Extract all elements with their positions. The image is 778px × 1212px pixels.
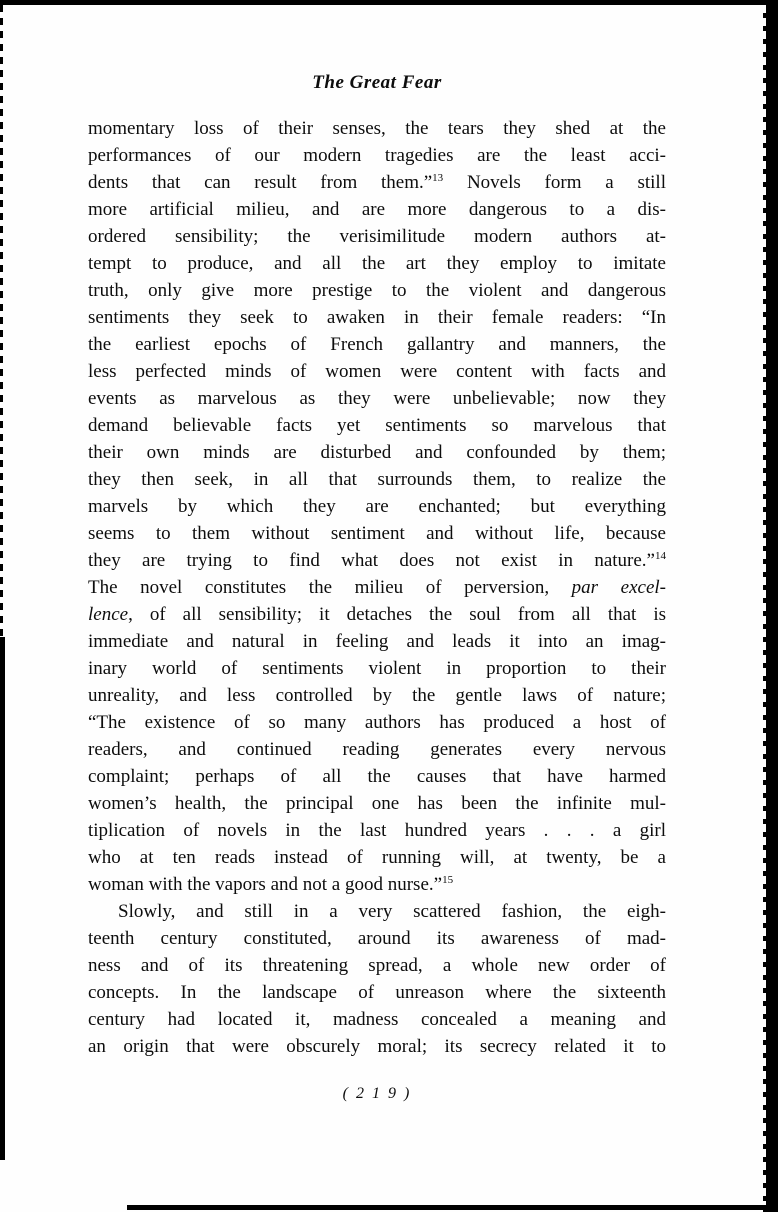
scan-border-bottom <box>127 1205 778 1210</box>
italic-text-run: lence <box>88 604 129 625</box>
text-run: events as marvelous as they were unbelievable; now they <box>88 388 666 409</box>
text-run: tiplication of novels in the last hundred years . . . a girl <box>88 820 666 841</box>
paragraph <box>88 115 666 898</box>
text-line <box>88 682 666 709</box>
page-number: ( 2 1 9 ) <box>342 1085 412 1102</box>
text-run: momentary loss of their senses, the tears they shed at the <box>88 118 666 139</box>
scan-border-left-solid <box>0 637 5 1160</box>
footnote-ref: 13 <box>432 172 444 184</box>
text-line <box>88 1006 666 1033</box>
italic-text-run: par excel- <box>571 577 666 598</box>
running-header: The Great Fear <box>312 72 442 93</box>
text-line <box>88 115 666 142</box>
text-run: demand believable facts yet sentiments so marvelous that <box>88 415 666 436</box>
text-line <box>88 736 666 763</box>
text-run: the earliest epochs of French gallantry and manners, the <box>88 334 666 355</box>
text-line <box>88 250 666 277</box>
text-run: women’s health, the principal one has been the infinite mul- <box>88 793 666 814</box>
text-run: less perfected minds of women were content with facts and <box>88 361 666 382</box>
text-run: tempt to produce, and all the art they employ to imitate <box>88 253 666 274</box>
text-line <box>88 898 666 925</box>
text-line <box>88 385 666 412</box>
text-line <box>88 304 666 331</box>
footnote-ref: 15 <box>442 874 454 886</box>
text-run: concepts. In the landscape of unreason where the sixteenth <box>88 982 666 1003</box>
text-run: more artificial milieu, and are more dangerous to a dis- <box>88 199 666 220</box>
text-run: they then seek, in all that surrounds them, to realize the <box>88 469 666 490</box>
text-run: truth, only give more prestige to the violent and dangerous <box>88 280 666 301</box>
text-run: ness and of its threatening spread, a whole new order of <box>88 955 666 976</box>
text-line <box>88 925 666 952</box>
text-line <box>88 196 666 223</box>
text-line <box>88 466 666 493</box>
text-line <box>88 601 666 628</box>
text-body <box>88 115 666 1060</box>
text-run: sentiments they seek to awaken in their female readers: “In <box>88 307 666 328</box>
text-line <box>88 817 666 844</box>
text-run: ordered sensibility; the verisimilitude modern authors at- <box>88 226 666 247</box>
text-run: The novel constitutes the milieu of perversion, <box>88 577 572 598</box>
text-run: woman with the vapors and not a good nurse.” <box>88 874 443 895</box>
text-run: who at ten reads instead of running will, at twenty, be a <box>88 847 666 868</box>
text-run: seems to them without sentiment and without life, because <box>88 523 666 544</box>
text-line <box>88 142 666 169</box>
text-line <box>88 709 666 736</box>
text-run: Novels form a still <box>443 172 666 193</box>
text-line <box>88 844 666 871</box>
text-run: they are trying to find what does not exist in nature.” <box>88 550 655 571</box>
text-run: unreality, and less controlled by the gentle laws of nature; <box>88 685 666 706</box>
text-line <box>88 277 666 304</box>
text-line <box>88 520 666 547</box>
text-run: dents that can result from them.” <box>88 172 433 193</box>
text-line <box>88 574 666 601</box>
text-line <box>88 952 666 979</box>
footnote-ref: 14 <box>655 550 666 562</box>
text-run: readers, and continued reading generates every nervous <box>88 739 666 760</box>
text-line <box>88 628 666 655</box>
text-run: complaint; perhaps of all the causes that have harmed <box>88 766 666 787</box>
text-run: their own minds are disturbed and confounded by them; <box>88 442 666 463</box>
text-run: marvels by which they are enchanted; but everything <box>88 496 666 517</box>
text-run: , of all sensibility; it detaches the soul from all that is <box>128 604 666 625</box>
text-line <box>88 169 666 196</box>
scan-border-top <box>0 0 778 5</box>
text-line <box>88 871 666 898</box>
text-run: Slowly, and still in a very scattered fashion, the eigh- <box>118 901 666 922</box>
text-line <box>88 655 666 682</box>
text-run: immediate and natural in feeling and leads it into an imag- <box>88 631 666 652</box>
text-line <box>88 790 666 817</box>
text-line <box>88 1033 666 1060</box>
text-line <box>88 493 666 520</box>
text-run: inary world of sentiments violent in proportion to their <box>88 658 666 679</box>
text-line <box>88 439 666 466</box>
text-line <box>88 223 666 250</box>
text-line <box>88 979 666 1006</box>
paragraph <box>88 898 666 1060</box>
scan-border-left-dashed <box>0 5 3 640</box>
text-run: teenth century constituted, around its awareness of mad- <box>88 928 666 949</box>
text-line <box>88 331 666 358</box>
text-run: century had located it, madness concealed a meaning and <box>88 1009 666 1030</box>
text-run: performances of our modern tragedies are the least acci- <box>88 145 666 166</box>
text-run: “The existence of so many authors has produced a host of <box>88 712 666 733</box>
text-line <box>88 412 666 439</box>
text-line <box>88 763 666 790</box>
text-run: an origin that were obscurely moral; its secrecy related it to <box>88 1036 666 1057</box>
text-line <box>88 358 666 385</box>
text-line <box>88 547 666 574</box>
scan-border-right <box>766 0 778 1212</box>
